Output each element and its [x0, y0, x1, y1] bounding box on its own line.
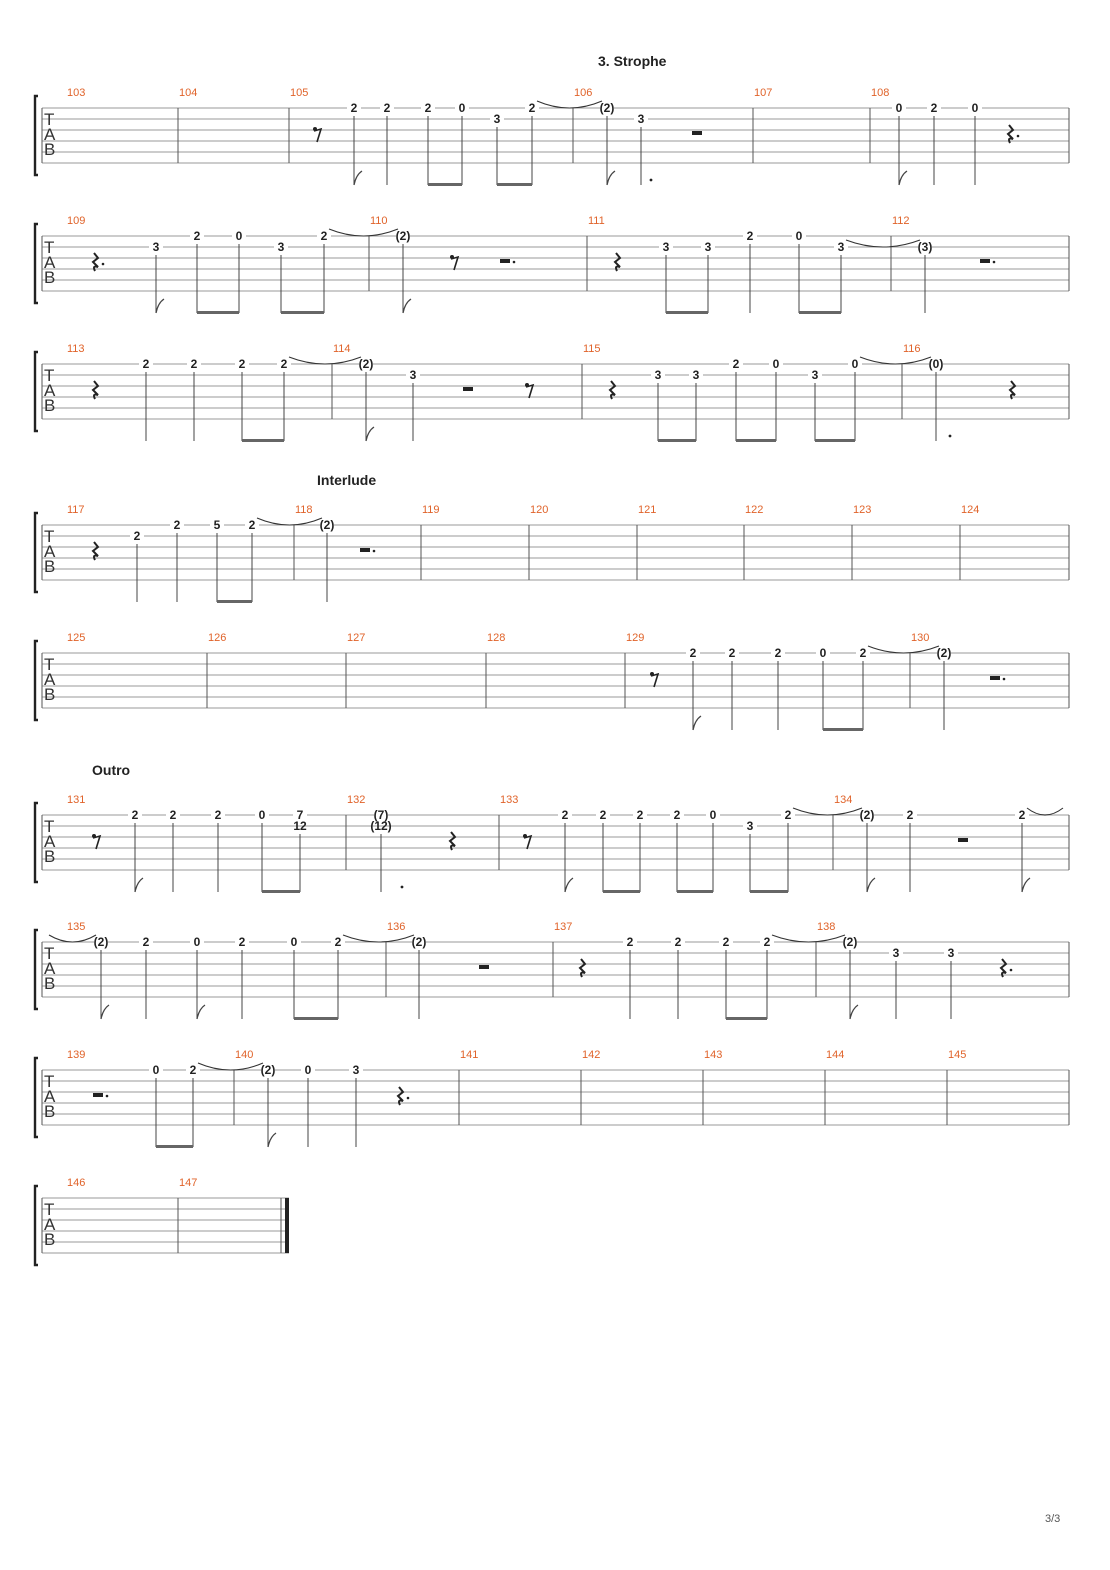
quarter-rest	[93, 253, 98, 271]
fret-number: 2	[674, 935, 682, 949]
half-rest	[500, 259, 510, 263]
fret-number: 2	[732, 357, 740, 371]
beam	[823, 728, 863, 731]
eighth-flag	[101, 1005, 109, 1019]
eighth-flag	[366, 427, 374, 441]
fret-number: (2)	[859, 808, 875, 822]
fret-number: 0	[819, 646, 827, 660]
fret-number: 3	[662, 240, 670, 254]
eighth-rest	[651, 674, 658, 687]
measure-number: 125	[67, 632, 86, 644]
eighth-rest	[524, 836, 531, 849]
half-rest	[93, 1093, 103, 1097]
beam	[294, 1017, 338, 1020]
half-rest	[692, 131, 702, 135]
quarter-rest	[1010, 381, 1015, 399]
rest-dot	[106, 1095, 109, 1098]
measure-number: 103	[67, 87, 86, 99]
note-dot	[949, 435, 952, 438]
measure-number: 119	[422, 504, 440, 516]
measure-number: 139	[67, 1049, 86, 1061]
measure-number: 121	[638, 504, 657, 516]
tab-clef-letter: B	[44, 140, 56, 159]
fret-number: (2)	[936, 646, 952, 660]
quarter-rest	[1001, 959, 1006, 977]
fret-number: 0	[772, 357, 780, 371]
fret-number: 2	[424, 101, 432, 115]
eighth-flag	[403, 299, 411, 313]
tab-clef-letter: B	[44, 557, 56, 576]
fret-number: 3	[637, 112, 645, 126]
half-rest	[360, 548, 370, 552]
measure-number: 146	[67, 1177, 86, 1189]
measure-number: 130	[911, 632, 930, 644]
fret-number: 2	[189, 1063, 197, 1077]
beam	[815, 439, 855, 442]
rest-dot	[1017, 135, 1020, 138]
fret-number: 2	[859, 646, 867, 660]
tie-arc	[329, 229, 398, 236]
half-rest	[980, 259, 990, 263]
tie-arc	[343, 935, 414, 942]
fret-number: 2	[169, 808, 177, 822]
tab-clef-letter: A	[44, 1215, 56, 1234]
measure-number: 120	[530, 504, 549, 516]
quarter-rest	[610, 381, 615, 399]
rest-dot	[407, 1097, 410, 1100]
fret-number: 2	[190, 357, 198, 371]
eighth-rest	[314, 129, 321, 142]
tab-clef-letter: A	[44, 542, 56, 561]
tab-clef-letter: B	[44, 268, 56, 287]
tab-system	[35, 472, 1069, 603]
fret-number: 2	[248, 518, 256, 532]
fret-number: 0	[895, 101, 903, 115]
measure-number: 132	[347, 794, 366, 806]
fret-number: 3	[277, 240, 285, 254]
measure-number: 113	[67, 343, 85, 355]
measure-number: 134	[834, 794, 853, 806]
tab-clef-letter: T	[44, 817, 55, 836]
fret-number: 2	[214, 808, 222, 822]
measure-number: 112	[892, 215, 910, 227]
tab-system	[35, 1049, 1069, 1148]
fret-number: 0	[795, 229, 803, 243]
rest-dot	[993, 261, 996, 264]
beam	[217, 600, 252, 603]
fret-number: 2	[561, 808, 569, 822]
measure-number: 142	[582, 1049, 601, 1061]
measure-number: 122	[745, 504, 764, 516]
fret-number: 0	[258, 808, 266, 822]
eighth-flag	[197, 1005, 205, 1019]
fret-number: (2)	[319, 518, 335, 532]
system-bracket	[35, 96, 38, 175]
tab-system	[35, 53, 1069, 186]
beam	[262, 890, 300, 893]
measure-number: 147	[179, 1177, 198, 1189]
tab-clef-letter: A	[44, 125, 56, 144]
beam	[736, 439, 776, 442]
tab-system	[35, 762, 1069, 893]
tab-system	[35, 921, 1069, 1020]
eighth-flag	[135, 878, 143, 892]
fret-number: (3)	[917, 240, 933, 254]
beam	[658, 439, 696, 442]
beam	[750, 890, 788, 893]
tab-clef-letter: B	[44, 1230, 56, 1249]
beam	[156, 1145, 193, 1148]
fret-number: (7)	[373, 808, 389, 822]
rest-dot	[1010, 969, 1013, 972]
tie-arc	[868, 646, 939, 653]
fret-number: 2	[320, 229, 328, 243]
quarter-rest	[615, 253, 620, 271]
tab-clef-letter: T	[44, 366, 55, 385]
eighth-rest	[451, 257, 458, 270]
fret-number: 12	[293, 819, 307, 833]
tab-clef-letter: B	[44, 974, 56, 993]
fret-number: 2	[334, 935, 342, 949]
tab-clef-letter: T	[44, 944, 55, 963]
eighth-flag	[156, 299, 164, 313]
fret-number: 2	[763, 935, 771, 949]
rest-dot	[513, 261, 516, 264]
fret-number: 2	[722, 935, 730, 949]
fret-number: 0	[152, 1063, 160, 1077]
system-bracket	[35, 1186, 38, 1265]
system-bracket	[35, 352, 38, 431]
tie-arc	[1027, 808, 1063, 815]
fret-number: (2)	[395, 229, 411, 243]
section-label: Outro	[92, 762, 131, 778]
fret-number: 2	[626, 935, 634, 949]
fret-number: 2	[133, 529, 141, 543]
quarter-rest	[93, 381, 98, 399]
eighth-flag	[693, 716, 701, 730]
page-number: 3/3	[1045, 1513, 1061, 1525]
fret-number: 2	[746, 229, 754, 243]
system-bracket	[35, 641, 38, 720]
beam	[677, 890, 713, 893]
tie-arc	[49, 935, 96, 942]
beam	[726, 1017, 767, 1020]
measure-number: 123	[853, 504, 872, 516]
beam	[428, 183, 462, 186]
fret-number: 3	[704, 240, 712, 254]
fret-number: 2	[350, 101, 358, 115]
measure-number: 136	[387, 921, 406, 933]
eighth-flag	[268, 1133, 276, 1147]
beam	[281, 311, 324, 314]
system-bracket	[35, 513, 38, 592]
rest-dot	[102, 263, 105, 266]
tab-system	[35, 1177, 289, 1265]
measure-number: 138	[817, 921, 836, 933]
fret-number: 3	[947, 946, 955, 960]
measure-number: 108	[871, 87, 890, 99]
beam	[799, 311, 841, 314]
beam	[603, 890, 640, 893]
note-dot	[650, 179, 653, 182]
fret-number: 2	[142, 935, 150, 949]
tab-clef-letter: B	[44, 685, 56, 704]
tab-clef-letter: A	[44, 1087, 56, 1106]
measure-number: 131	[67, 794, 86, 806]
beam	[497, 183, 532, 186]
fret-number: 2	[784, 808, 792, 822]
eighth-flag	[867, 878, 875, 892]
eighth-flag	[899, 171, 907, 185]
system-bracket	[35, 930, 38, 1009]
tie-arc	[793, 808, 862, 815]
fret-number: 2	[673, 808, 681, 822]
measure-number: 144	[826, 1049, 845, 1061]
fret-number: 2	[131, 808, 139, 822]
measure-number: 135	[67, 921, 86, 933]
measure-number: 124	[961, 504, 980, 516]
system-bracket	[35, 1058, 38, 1137]
section-label: 3. Strophe	[598, 53, 667, 69]
fret-number: 2	[238, 935, 246, 949]
tab-clef-letter: A	[44, 959, 56, 978]
tab-clef-letter: T	[44, 238, 55, 257]
measure-number: 116	[903, 343, 921, 355]
fret-number: 0	[304, 1063, 312, 1077]
measure-number: 111	[588, 215, 605, 227]
tab-clef-letter: A	[44, 670, 56, 689]
tab-clef-letter: T	[44, 527, 55, 546]
fret-number: 0	[235, 229, 243, 243]
tab-system	[35, 343, 1069, 442]
quarter-rest	[450, 832, 455, 850]
eighth-rest	[526, 385, 533, 398]
fret-number: 0	[971, 101, 979, 115]
fret-number: 2	[238, 357, 246, 371]
tie-arc	[860, 357, 931, 364]
eighth-rest	[93, 836, 100, 849]
measure-number: 143	[704, 1049, 723, 1061]
quarter-rest	[93, 542, 98, 560]
fret-number: 0	[851, 357, 859, 371]
fret-number: (2)	[358, 357, 374, 371]
tie-arc	[537, 101, 602, 108]
measure-number: 129	[626, 632, 645, 644]
fret-number: 2	[689, 646, 697, 660]
fret-number: 0	[458, 101, 466, 115]
measure-number: 115	[583, 343, 601, 355]
rest-dot	[373, 550, 376, 553]
fret-number: (2)	[842, 935, 858, 949]
tab-clef-letter: A	[44, 381, 56, 400]
quarter-rest	[580, 959, 585, 977]
fret-number: (2)	[93, 935, 109, 949]
measure-number: 109	[67, 215, 86, 227]
fret-number: 2	[906, 808, 914, 822]
measure-number: 126	[208, 632, 227, 644]
fret-number: 2	[383, 101, 391, 115]
measure-number: 133	[500, 794, 519, 806]
fret-number: 3	[493, 112, 501, 126]
system-bracket	[35, 803, 38, 882]
tie-arc	[257, 518, 322, 525]
fret-number: (0)	[928, 357, 944, 371]
measure-number: 106	[574, 87, 593, 99]
fret-number: 0	[193, 935, 201, 949]
measure-number: 145	[948, 1049, 967, 1061]
fret-number: 0	[709, 808, 717, 822]
measure-number: 140	[235, 1049, 254, 1061]
measure-number: 117	[67, 504, 85, 516]
fret-number: 3	[409, 368, 417, 382]
fret-number: 3	[746, 819, 754, 833]
fret-number: 2	[930, 101, 938, 115]
tab-clef-letter: A	[44, 832, 56, 851]
tie-arc	[198, 1063, 263, 1070]
measure-number: 118	[295, 504, 313, 516]
fret-number: (2)	[260, 1063, 276, 1077]
fret-number: 3	[811, 368, 819, 382]
fret-number: 2	[774, 646, 782, 660]
measure-number: 114	[333, 343, 351, 355]
fret-number: 2	[142, 357, 150, 371]
section-label: Interlude	[317, 472, 377, 488]
fret-number: 2	[636, 808, 644, 822]
fret-number: 2	[599, 808, 607, 822]
tab-clef-letter: T	[44, 110, 55, 129]
tab-clef-letter: T	[44, 1072, 55, 1091]
measure-number: 105	[290, 87, 309, 99]
eighth-flag	[607, 171, 615, 185]
eighth-flag	[1022, 878, 1030, 892]
tab-system	[35, 215, 1069, 314]
measure-number: 137	[554, 921, 573, 933]
fret-number: 3	[892, 946, 900, 960]
half-rest	[479, 965, 489, 969]
fret-number: 7	[296, 808, 304, 822]
measure-number: 104	[179, 87, 198, 99]
fret-number: 2	[193, 229, 201, 243]
note-dot	[401, 886, 404, 889]
measure-number: 127	[347, 632, 366, 644]
fret-number: 5	[213, 518, 221, 532]
fret-number: (2)	[411, 935, 427, 949]
fret-number: 3	[352, 1063, 360, 1077]
measure-number: 128	[487, 632, 506, 644]
half-rest	[958, 838, 968, 842]
fret-number: 3	[654, 368, 662, 382]
tab-system	[35, 632, 1069, 731]
fret-number: 2	[1018, 808, 1026, 822]
tab-clef-letter: B	[44, 396, 56, 415]
fret-number: 2	[728, 646, 736, 660]
tie-arc	[772, 935, 845, 942]
tab-clef-letter: B	[44, 847, 56, 866]
fret-number: 0	[290, 935, 298, 949]
tab-clef-letter: T	[44, 655, 55, 674]
fret-number: (12)	[370, 819, 392, 833]
eighth-flag	[354, 171, 362, 185]
quarter-rest	[1008, 125, 1013, 143]
eighth-flag	[565, 878, 573, 892]
beam	[197, 311, 239, 314]
fret-number: 3	[692, 368, 700, 382]
tie-arc	[289, 357, 361, 364]
tab-clef-letter: B	[44, 1102, 56, 1121]
final-barline	[285, 1198, 289, 1253]
system-bracket	[35, 224, 38, 303]
tab-clef-letter: T	[44, 1200, 55, 1219]
measure-number: 107	[754, 87, 773, 99]
measure-number: 110	[370, 215, 388, 227]
tie-arc	[846, 240, 920, 247]
fret-number: 2	[528, 101, 536, 115]
eighth-flag	[850, 1005, 858, 1019]
beam	[666, 311, 708, 314]
fret-number: 2	[280, 357, 288, 371]
half-rest	[990, 676, 1000, 680]
tab-clef-letter: A	[44, 253, 56, 272]
measure-number: 141	[460, 1049, 479, 1061]
quarter-rest	[398, 1087, 403, 1105]
beam	[242, 439, 284, 442]
fret-number: 2	[173, 518, 181, 532]
fret-number: 3	[837, 240, 845, 254]
half-rest	[463, 387, 473, 391]
rest-dot	[1003, 678, 1006, 681]
fret-number: (2)	[599, 101, 615, 115]
fret-number: 3	[152, 240, 160, 254]
